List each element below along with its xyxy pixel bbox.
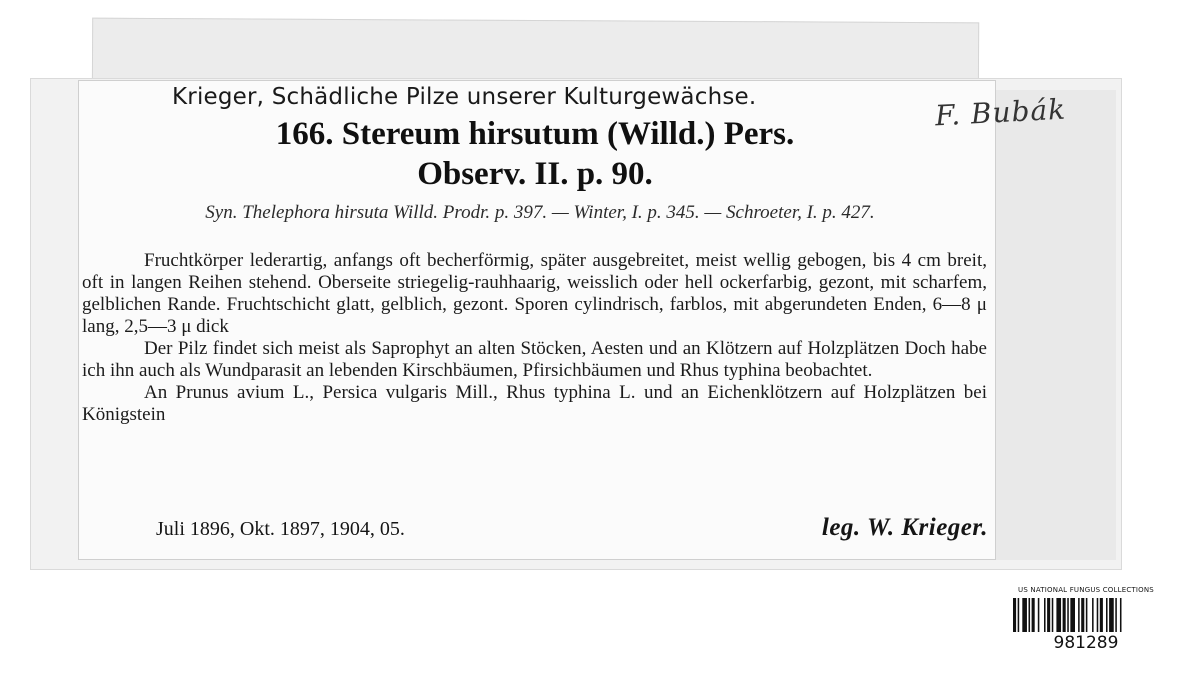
barcode-icon — [1013, 598, 1159, 632]
packet-right-flap — [990, 90, 1116, 560]
synonymy-text: Syn. Thelephora hirsuta Willd. Prodr. p. 397. — Winter, I. p. 345. — Schroeter, I. p. 427. — [205, 202, 875, 223]
collection-dates: Juli 1896, Okt. 1897, 1904, 05. — [156, 518, 405, 540]
locality-paragraph: An Prunus avium L., Persica vulgaris Mill., Rhus typhina L. und an Eichenklötzern auf Holzplätzen bei Königstein — [82, 382, 987, 425]
barcode-caption: US NATIONAL FUNGUS COLLECTIONS — [1018, 586, 1154, 594]
species-title: 166. Stereum hirsutum (Willd.) Pers. — [275, 116, 795, 152]
barcode-stamp — [1005, 586, 1167, 662]
handwritten-annotation: F. Bubák — [934, 92, 1067, 133]
barcode-number: 981289 — [1053, 633, 1119, 653]
label-footer — [82, 514, 992, 548]
collector-name: leg. W. Krieger. — [821, 514, 988, 541]
species-reference: Observ. II. p. 90. — [417, 156, 653, 192]
description-paragraph: Fruchtkörper lederartig, anfangs oft becherförmig, später ausgebreitet, meist wellig gebogen, bis 4 cm breit, oft in langen Reihen stehend. Oberseite striegelig-rauhhaarig, weisslich oder hell ockerfarbig, gezont, mit scharfem, gelblichen Rande. Fruchtschicht glatt, gelblich, gezont. Sporen cylindrisch, farblos, mit abgerundeten Enden, 6—8 μ lang, 2,5—3 μ dick — [82, 250, 987, 337]
habitat-paragraph: Der Pilz findet sich meist als Saprophyt an alten Stöcken, Aesten und an Klötzern auf Holzplätzen Doch habe ich ihn auch als Wundparasit an lebenden Kirschbäumen, Pfirsichbäumen und Rhus typhina beobachtet. — [82, 338, 987, 381]
description-block — [82, 250, 987, 426]
series-header: Krieger, Schädliche Pilze unserer Kulturgewächse. — [172, 84, 757, 110]
